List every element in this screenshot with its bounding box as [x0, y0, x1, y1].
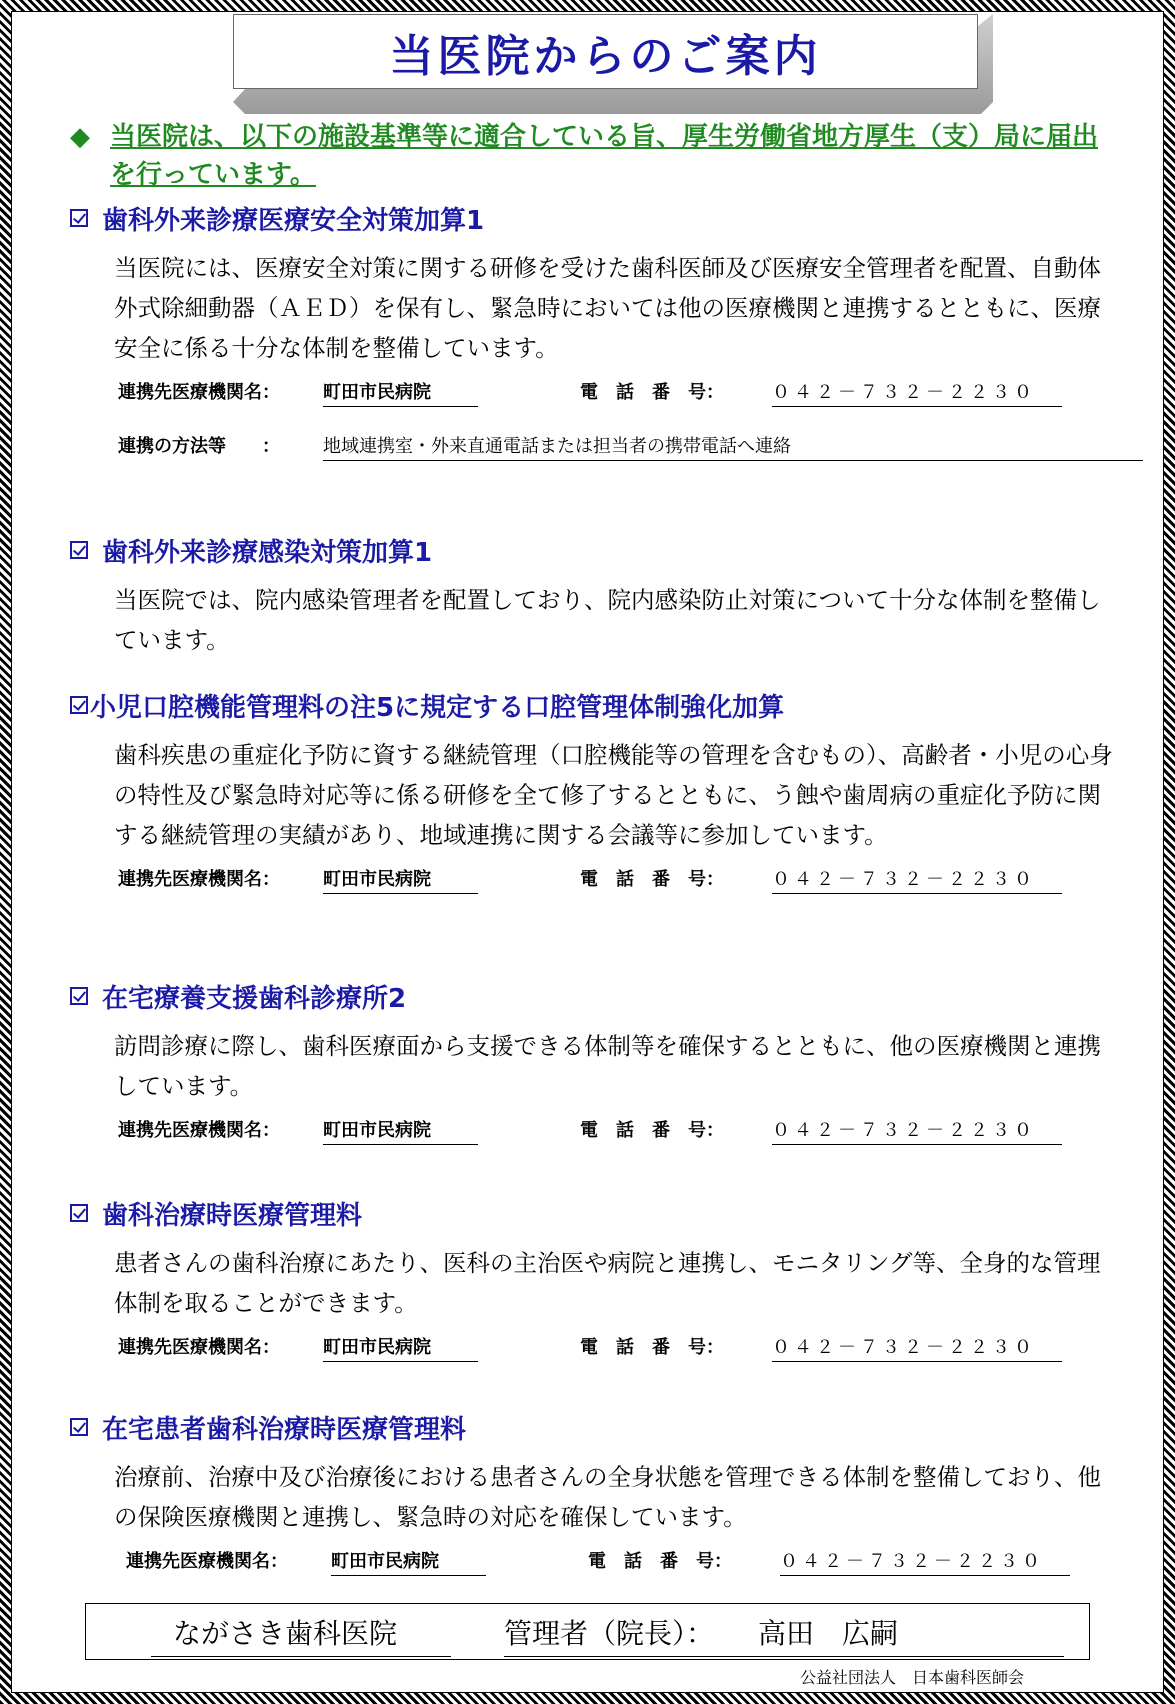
section-title: 歯科外来診療感染対策加算1	[102, 537, 433, 568]
section-body: 歯科疾患の重症化予防に資する継続管理（口腔機能等の管理を含むもの）、高齢者・小児の心身の特性及び緊急時対応等に係る研修を全て修了するとともに、う蝕や歯周病の重症化予防に関する継続管理の実績があり、地域連携に関する会議等に参加しています。	[114, 741, 1113, 849]
checkbox-icon	[70, 696, 88, 714]
partner-name: 町田市民病院	[323, 378, 478, 407]
manager-label: 管理者（院長）：	[504, 1617, 715, 1650]
section-title: 小児口腔機能管理料の注5に規定する口腔管理体制強化加算	[90, 692, 785, 723]
section-title: 在宅患者歯科治療時医療管理料	[102, 1414, 467, 1445]
section-safety	[70, 198, 1110, 462]
section-infection	[70, 530, 1110, 660]
contact-row	[118, 1323, 1110, 1363]
phone-number: ０４２－７３２－２２３０	[780, 1547, 1070, 1576]
method-row	[118, 422, 1110, 462]
section-home-treatment-management	[70, 1407, 1110, 1577]
contact-row	[126, 1537, 1110, 1577]
phone-label: 電 話 番 号：	[588, 1551, 732, 1572]
partner-label: 連携先医療機関名：	[118, 382, 280, 403]
section-body: 当医院では、院内感染管理者を配置しており、院内感染防止対策について十分な体制を整備しています。	[114, 586, 1101, 654]
phone-number: ０４２－７３２－２２３０	[772, 378, 1062, 407]
phone-label: 電 話 番 号：	[580, 1337, 724, 1358]
partner-label: 連携先医療機関名：	[118, 1337, 280, 1358]
partner-name: 町田市民病院	[323, 1333, 478, 1362]
manager-name: 高田 広嗣	[758, 1617, 899, 1650]
method-value: 地域連携室・外来直通電話または担当者の携帯電話へ連絡	[323, 432, 1143, 461]
diamond-icon: ◆	[70, 122, 90, 152]
footer-box	[85, 1603, 1090, 1660]
contact-row	[118, 1106, 1110, 1146]
checkbox-icon	[70, 1418, 88, 1436]
phone-number: ０４２－７３２－２２３０	[772, 865, 1062, 894]
phone-number: ０４２－７３２－２２３０	[772, 1333, 1062, 1362]
section-oral-management	[70, 685, 1113, 895]
manager	[504, 1612, 1064, 1657]
section-title: 歯科治療時医療管理料	[102, 1200, 363, 1231]
partner-label: 連携先医療機関名：	[118, 1120, 280, 1141]
contact-row	[118, 855, 1110, 895]
phone-label: 電 話 番 号：	[580, 869, 724, 890]
section-body: 訪問診療に際し、歯科医療面から支援できる体制等を確保するとともに、他の医療機関と連携しています。	[114, 1032, 1101, 1100]
contact-row	[118, 368, 1110, 408]
section-home-care	[70, 976, 1110, 1146]
method-label: 連携の方法等 ：	[118, 436, 280, 457]
section-title: 歯科外来診療医療安全対策加算1	[102, 205, 485, 236]
title-banner	[233, 14, 1013, 114]
partner-name: 町田市民病院	[323, 1116, 478, 1145]
page-title: 当医院からのご案内	[389, 30, 822, 82]
notice	[70, 118, 1110, 194]
organization-name: 公益社団法人 日本歯科医師会	[800, 1668, 1025, 1687]
notice-text: 当医院は、以下の施設基準等に適合している旨、厚生労働省地方厚生（支）局に届出を行っています。	[110, 122, 1099, 190]
section-body: 患者さんの歯科治療にあたり、医科の主治医や病院と連携し、モニタリング等、全身的な管理体制を取ることができます。	[114, 1249, 1101, 1317]
banner-box	[233, 14, 978, 89]
partner-label: 連携先医療機関名：	[126, 1551, 288, 1572]
checkbox-icon	[70, 1204, 88, 1222]
section-body: 治療前、治療中及び治療後における患者さんの全身状態を管理できる体制を整備しており、他の保険医療機関と連携し、緊急時の対応を確保しています。	[114, 1463, 1101, 1531]
checkbox-icon	[70, 209, 88, 227]
partner-name: 町田市民病院	[331, 1547, 486, 1576]
checkbox-icon	[70, 541, 88, 559]
clinic-name: ながさき歯科医院	[151, 1612, 451, 1657]
checkbox-icon	[70, 987, 88, 1005]
partner-label: 連携先医療機関名：	[118, 869, 280, 890]
phone-label: 電 話 番 号：	[580, 1120, 724, 1141]
phone-label: 電 話 番 号：	[580, 382, 724, 403]
section-treatment-management	[70, 1193, 1110, 1363]
section-body: 当医院には、医療安全対策に関する研修を受けた歯科医師及び医療安全管理者を配置、自動体外式除細動器（ＡＥＤ）を保有し、緊急時においては他の医療機関と連携するとともに、医療安全に係る十分な体制を整備しています。	[114, 254, 1101, 362]
partner-name: 町田市民病院	[323, 865, 478, 894]
section-title: 在宅療養支援歯科診療所2	[102, 983, 407, 1014]
phone-number: ０４２－７３２－２２３０	[772, 1116, 1062, 1145]
